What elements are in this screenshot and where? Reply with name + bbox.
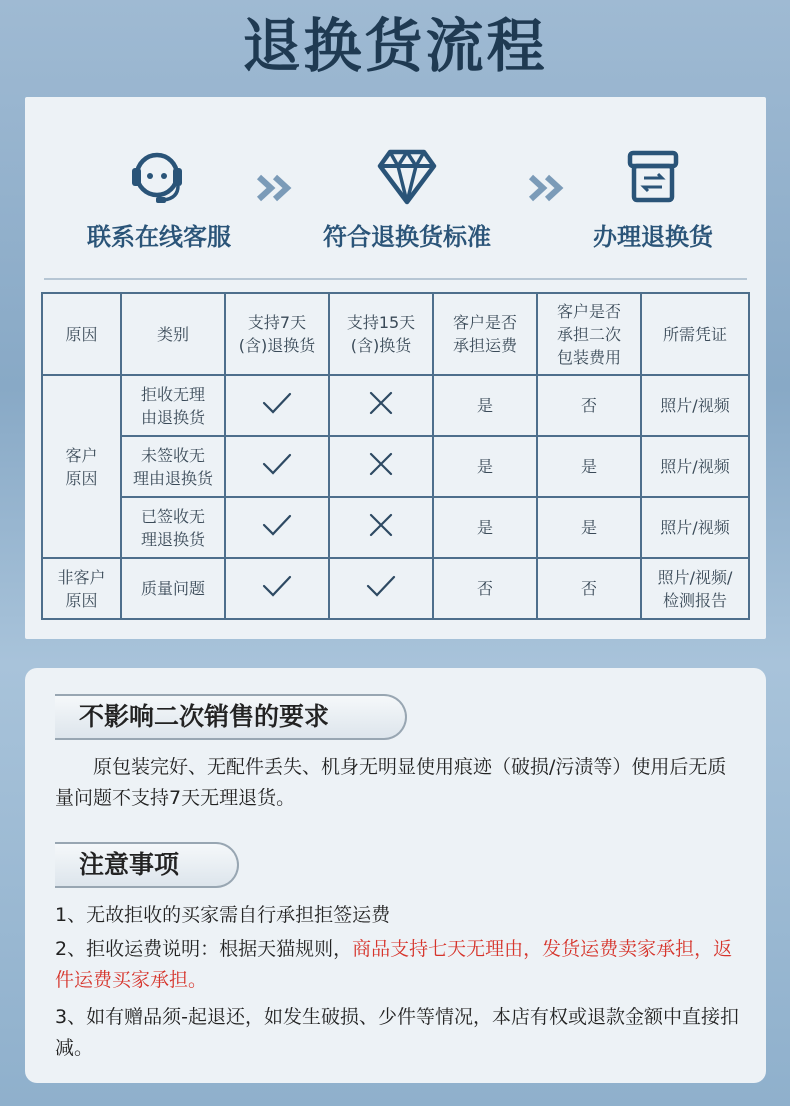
process-steps [25, 97, 766, 277]
header-cell: 支持7天 (含)退换货 [225, 293, 329, 375]
repack-cell: 是 [537, 497, 641, 558]
box-icon [626, 149, 680, 205]
header-cell: 类别 [121, 293, 225, 375]
step-label: 办理退换货 [593, 223, 713, 251]
headset-icon [126, 146, 192, 208]
table-row [42, 436, 749, 497]
fifteen-day-cell [329, 375, 433, 436]
table-row [42, 497, 749, 558]
step-process-return [543, 147, 763, 257]
check-icon [260, 571, 294, 601]
note-item-2-plain: 2、拒收运费说明：根据天猫规则， [55, 938, 353, 960]
freight-cell: 是 [433, 497, 537, 558]
fifteen-day-cell [329, 436, 433, 497]
proof-cell: 照片/视频 [641, 436, 749, 497]
repack-cell: 否 [537, 375, 641, 436]
fifteen-day-cell [329, 497, 433, 558]
return-policy-table [41, 292, 750, 620]
page-title: 退换货流程 [242, 12, 548, 80]
step-label: 联系在线客服 [87, 223, 231, 251]
cross-icon [364, 388, 398, 418]
repack-cell: 是 [537, 436, 641, 497]
check-icon [260, 510, 294, 540]
seven-day-cell [225, 436, 329, 497]
chevron-right-icon [255, 173, 295, 203]
category-cell: 未签收无 理由退换货 [121, 436, 225, 497]
table-row [42, 558, 749, 619]
process-card [25, 97, 766, 639]
section-heading-notes: 注意事项 [55, 842, 239, 888]
header-cell: 所需凭证 [641, 293, 749, 375]
proof-cell: 照片/视频 [641, 497, 749, 558]
note-item-1: 1、无故拒收的买家需自行承担拒签运费 [55, 904, 391, 926]
freight-cell: 是 [433, 375, 537, 436]
check-icon [260, 449, 294, 479]
cross-icon [364, 449, 398, 479]
diamond-icon [376, 148, 438, 206]
freight-cell: 是 [433, 436, 537, 497]
proof-cell: 照片/视频/ 检测报告 [641, 558, 749, 619]
seven-day-cell [225, 497, 329, 558]
category-cell: 已签收无 理退换货 [121, 497, 225, 558]
note-item-2-highlight: 商品支持七天无理由，发货运费卖家承担，返件运费买家承担。 [55, 938, 733, 991]
reason-cell: 客户 原因 [42, 375, 121, 558]
note-item-3: 3、如有赠品须-起退还，如发生破损、少件等情况，本店有权或退款金额中直接扣减。 [55, 1006, 739, 1059]
table-header-row [42, 293, 749, 375]
category-cell: 拒收无理 由退换货 [121, 375, 225, 436]
resale-requirements-text: 原包装完好、无配件丢失、机身无明显使用痕迹（破损/污渍等）使用后无质量问题不支持7天无理退货。 [55, 756, 727, 809]
header-cell: 原因 [42, 293, 121, 375]
check-icon [260, 388, 294, 418]
repack-cell: 否 [537, 558, 641, 619]
header-cell: 客户是否 承担二次 包装费用 [537, 293, 641, 375]
reason-cell: 非客户 原因 [42, 558, 121, 619]
step-meet-standard [297, 147, 517, 257]
category-cell: 质量问题 [121, 558, 225, 619]
note-item-2 [55, 934, 745, 996]
proof-cell: 照片/视频 [641, 375, 749, 436]
header-cell: 支持15天 (含)换货 [329, 293, 433, 375]
divider [44, 278, 747, 280]
notes-card [25, 668, 766, 1083]
table-row [42, 375, 749, 436]
fifteen-day-cell [329, 558, 433, 619]
seven-day-cell [225, 375, 329, 436]
seven-day-cell [225, 558, 329, 619]
step-contact-service [49, 147, 269, 257]
step-label: 符合退换货标准 [323, 223, 491, 251]
freight-cell: 否 [433, 558, 537, 619]
check-icon [364, 571, 398, 601]
header-cell: 客户是否 承担运费 [433, 293, 537, 375]
cross-icon [364, 510, 398, 540]
section-heading-resale: 不影响二次销售的要求 [55, 694, 407, 740]
